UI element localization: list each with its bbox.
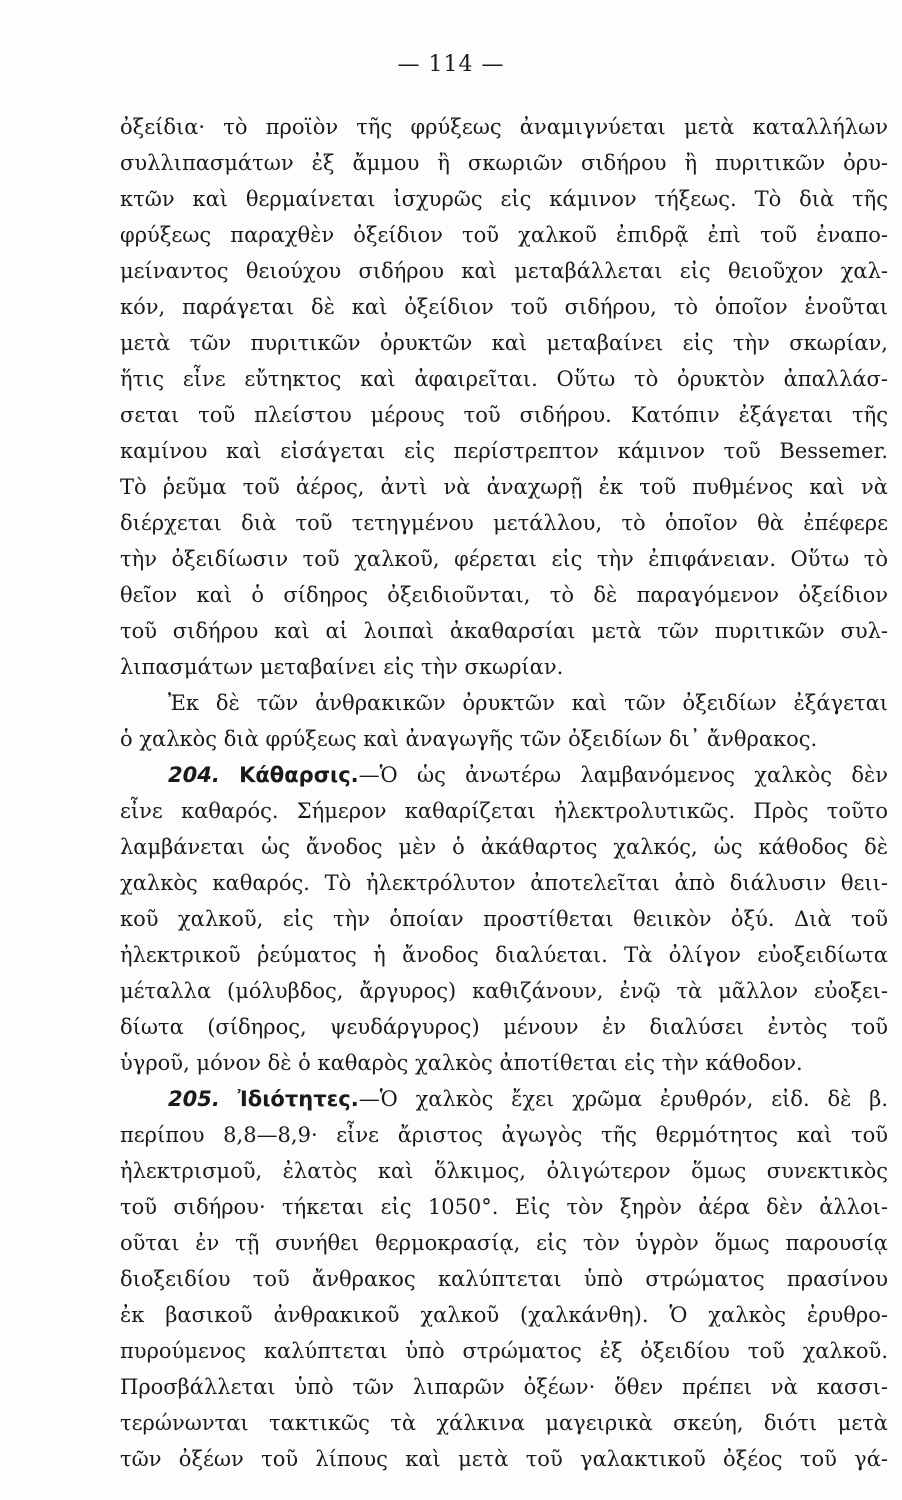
text-line: φρύξεως παραχθὲν ὀξείδιον τοῦ χαλκοῦ ἐπιδρᾷ ἐπὶ τοῦ ἐναπο- [120,223,888,247]
text-line: λαμβάνεται ὡς ἄνοδος μὲν ὁ ἀκάθαρτος χαλκός, ὡς κάθοδος δὲ [120,835,888,859]
section-205-heading-line [168,1082,888,1116]
text-line: οῦται ἐν τῇ συνήθει θερμοκρασίᾳ, εἰς τὸν ὑγρὸν ὅμως παρουσίᾳ [120,1231,888,1255]
text-line: θεῖον καὶ ὁ σίδηρος ὀξειδιοῦνται, τὸ δὲ παραγόμενον ὀξείδιον [120,583,888,607]
text-line: κοῦ χαλκοῦ, εἰς τὴν ὁποίαν προστίθεται θειικὸν ὀξύ. Διὰ τοῦ [120,907,888,931]
text-line: ἠλεκτρισμοῦ, ἐλατὸς καὶ ὅλκιμος, ὀλιγώτερον ὅμως συνεκτικὸς [120,1159,888,1183]
text-line: τοῦ σιδήρου καὶ αἱ λοιπαὶ ἀκαθαρσίαι μετὰ τῶν πυριτικῶν συλ- [120,619,888,643]
text-line: λιπασμάτων μεταβαίνει εἰς τὴν σκωρίαν. [120,655,564,679]
text-line: κτῶν καὶ θερμαίνεται ἰσχυρῶς εἰς κάμινον τήξεως. Τὸ διὰ τῆς [120,187,888,211]
text-line: τερώνωνται τακτικῶς τὰ χάλκινα μαγειρικὰ σκεύη, διότι μετὰ [120,1411,888,1435]
text-line: κόν, παράγεται δὲ καὶ ὀξείδιον τοῦ σιδήρου, τὸ ὁποῖον ἑνοῦται [120,295,888,319]
page-number: — 114 — [397,52,505,77]
text-line: δίωτα (σίδηρος, ψευδάργυρος) μένουν ἐν διαλύσει ἐντὸς τοῦ [120,1015,888,1039]
text-line: πυρούμενος καλύπτεται ὑπὸ στρώματος ἐξ ὀξειδίου τοῦ χαλκοῦ. [120,1339,888,1363]
text-line: μετὰ τῶν πυριτικῶν ὀρυκτῶν καὶ μεταβαίνει εἰς τὴν σκωρίαν, [120,331,888,355]
text-line: ὀξείδια· τὸ προϊὸν τῆς φρύξεως ἀναμιγνύεται μετὰ καταλλήλων [120,115,888,139]
text-line: Τὸ ῥεῦμα τοῦ ἀέρος, ἀντὶ νὰ ἀναχωρῇ ἐκ τοῦ πυθμένος καὶ νὰ [120,475,888,499]
section-number: 205. [168,1087,220,1111]
text-line: συλλιπασμάτων ἐξ ἄμμου ἢ σκωριῶν σιδήρου ἢ πυριτικῶν ὀρυ- [120,151,888,175]
text-line: χαλκὸς καθαρός. Τὸ ἠλεκτρόλυτον ἀποτελεῖται ἀπὸ διάλυσιν θειι- [120,871,888,895]
text-line: τοῦ σιδήρου· τήκεται εἰς 1050°. Εἰς τὸν ξηρὸν ἀέρα δὲν ἀλλοι- [120,1195,888,1219]
text-line: τὴν ὀξειδίωσιν τοῦ χαλκοῦ, φέρεται εἰς τὴν ἐπιφάνειαν. Οὕτω τὸ [120,547,888,571]
text-line: μείναντος θειούχου σιδήρου καὶ μεταβάλλεται εἰς θειοῦχον χαλ- [120,259,888,283]
text-line: εἶνε καθαρός. Σήμερον καθαρίζεται ἠλεκτρολυτικῶς. Πρὸς τοῦτο [120,799,888,823]
text-line: διέρχεται διὰ τοῦ τετηγμένου μετάλλου, τὸ ὁποῖον θὰ ἐπέφερε [120,511,888,535]
text-line: ὑγροῦ, μόνον δὲ ὁ καθαρὸς χαλκὸς ἀποτίθεται εἰς τὴν κάθοδον. [120,1051,803,1075]
text-line: μέταλλα (μόλυβδος, ἄργυρος) καθιζάνουν, ἐνῷ τὰ μᾶλλον εὐοξει- [120,979,888,1003]
section-title: Κάθαρσις. [239,763,359,787]
text-line: ἠλεκτρικοῦ ῥεύματος ἡ ἄνοδος διαλύεται. Τὰ ὀλίγον εὐοξειδίωτα [120,943,888,967]
section-204-heading-line [168,758,888,792]
text-line: περίπου 8,8—8,9· εἶνε ἄριστος ἀγωγὸς τῆς θερμότητος καὶ τοῦ [120,1123,888,1147]
text-line: σεται τοῦ πλείστου μέρους τοῦ σιδήρου. Κατόπιν ἐξάγεται τῆς [120,403,888,427]
text-line: Προσβάλλεται ὑπὸ τῶν λιπαρῶν ὀξέων· ὅθεν πρέπει νὰ κασσι- [120,1375,888,1399]
text-line: ὁ χαλκὸς διὰ φρύξεως καὶ ἀναγωγῆς τῶν ὀξειδίων δι᾿ ἄνθρακος. [120,727,818,751]
section-title: Ἰδιότητες. [237,1087,359,1111]
text-line: διοξειδίου τοῦ ἄνθρακος καλύπτεται ὑπὸ στρώματος πρασίνου [120,1267,888,1291]
text-line: καμίνου καὶ εἰσάγεται εἰς περίστρεπτον κάμινον τοῦ Bessemer. [120,439,888,463]
text-line: ἥτις εἶνε εὔτηκτος καὶ ἀφαιρεῖται. Οὕτω τὸ ὀρυκτὸν ἀπαλλάσ- [120,367,888,391]
text-line: τῶν ὀξέων τοῦ λίπους καὶ μετὰ τοῦ γαλακτικοῦ ὀξέος τοῦ γά- [120,1447,888,1471]
section-number: 204. [168,763,220,787]
section-text: —Ὁ ὡς ἀνωτέρω λαμβανόμενος χαλκὸς δὲν [358,763,888,787]
text-line: Ἐκ δὲ τῶν ἀνθρακικῶν ὀρυκτῶν καὶ τῶν ὀξειδίων ἐξάγεται [168,691,888,715]
text-line: ἐκ βασικοῦ ἀνθρακικοῦ χαλκοῦ (χαλκάνθη). Ὁ χαλκὸς ἐρυθρο- [120,1303,888,1327]
section-text: —Ὁ χαλκὸς ἔχει χρῶμα ἐρυθρόν, εἰδ. δὲ β. [358,1087,888,1111]
